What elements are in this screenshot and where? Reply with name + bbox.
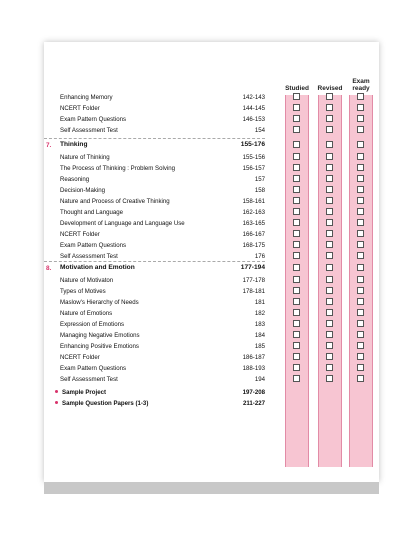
toc-row	[44, 103, 379, 114]
revised-checkbox[interactable]	[326, 115, 333, 122]
revised-checkbox[interactable]	[326, 276, 333, 283]
revised-checkbox[interactable]	[326, 298, 333, 305]
row-label: Nature of Emotions	[60, 310, 113, 317]
row-pages: 178-181	[242, 288, 265, 295]
row-pages: 168-175	[242, 242, 265, 249]
row-pages: 154	[254, 127, 265, 134]
studied-checkbox[interactable]	[293, 298, 300, 305]
exam-ready-checkbox[interactable]	[357, 287, 364, 294]
row-label: Managing Negative Emotions	[60, 332, 140, 339]
row-label: Nature of Motivaton	[60, 277, 114, 284]
row-label: Sample Project	[62, 389, 107, 396]
revised-checkbox[interactable]	[326, 175, 333, 182]
exam-ready-checkbox[interactable]	[357, 331, 364, 338]
row-label: Self Assessment Test	[60, 253, 118, 260]
row-pages: 194	[254, 376, 265, 383]
studied-checkbox[interactable]	[293, 104, 300, 111]
row-pages: 155-176	[240, 141, 265, 148]
revised-checkbox[interactable]	[326, 264, 333, 271]
toc-row	[44, 163, 379, 174]
toc-row	[44, 297, 379, 308]
exam-ready-header-line1: Exam	[352, 78, 370, 85]
exam-ready-checkbox[interactable]	[357, 309, 364, 316]
special-row	[44, 387, 379, 398]
row-label: Sample Question Papers (1-3)	[62, 400, 149, 407]
toc-row	[44, 196, 379, 207]
row-pages: 177-178	[242, 277, 265, 284]
studied-checkbox[interactable]	[293, 309, 300, 316]
row-label: Exam Pattern Questions	[60, 242, 127, 249]
row-label: Self Assessment Test	[60, 376, 118, 383]
row-pages: 183	[254, 321, 265, 328]
studied-checkbox[interactable]	[293, 126, 300, 133]
studied-checkbox[interactable]	[293, 186, 300, 193]
row-pages: 181	[254, 299, 265, 306]
exam-ready-checkbox[interactable]	[357, 298, 364, 305]
studied-header: Studied	[285, 85, 309, 92]
row-label: Exam Pattern Questions	[60, 116, 127, 123]
studied-checkbox[interactable]	[293, 276, 300, 283]
row-pages: 158-161	[242, 198, 265, 205]
exam-ready-checkbox[interactable]	[357, 353, 364, 360]
exam-ready-checkbox[interactable]	[357, 126, 364, 133]
row-pages: 186-187	[242, 354, 265, 361]
exam-ready-checkbox[interactable]	[357, 164, 364, 171]
toc-row	[44, 174, 379, 185]
row-pages: 166-167	[242, 231, 265, 238]
exam-ready-header-line2: ready	[352, 85, 370, 92]
revised-checkbox[interactable]	[326, 186, 333, 193]
revised-checkbox[interactable]	[326, 141, 333, 148]
studied-checkbox[interactable]	[293, 208, 300, 215]
exam-ready-checkbox[interactable]	[357, 264, 364, 271]
row-label: Motivation and Emotion	[60, 264, 135, 271]
studied-checkbox[interactable]	[293, 375, 300, 382]
toc-row	[44, 319, 379, 330]
exam-ready-checkbox[interactable]	[357, 197, 364, 204]
studied-checkbox[interactable]	[293, 197, 300, 204]
studied-checkbox[interactable]	[293, 264, 300, 271]
row-label: Maslow's Hierarchy of Needs	[60, 299, 139, 306]
row-pages: 144-145	[242, 105, 265, 112]
exam-ready-checkbox[interactable]	[357, 342, 364, 349]
exam-ready-checkbox[interactable]	[357, 175, 364, 182]
revised-checkbox[interactable]	[326, 219, 333, 226]
toc-row	[44, 125, 379, 136]
studied-checkbox[interactable]	[293, 320, 300, 327]
exam-ready-checkbox[interactable]	[357, 364, 364, 371]
toc-row	[44, 92, 379, 103]
toc-row	[44, 286, 379, 297]
row-pages: 156-157	[242, 165, 265, 172]
exam-ready-checkbox[interactable]	[357, 115, 364, 122]
row-pages: 185	[254, 343, 265, 350]
row-pages: 211-227	[242, 400, 265, 407]
row-label: Development of Language and Language Use	[60, 220, 185, 227]
studied-checkbox[interactable]	[293, 164, 300, 171]
chapter-row	[44, 140, 379, 151]
revised-checkbox[interactable]	[326, 364, 333, 371]
revised-header: Revised	[317, 85, 343, 92]
row-pages: 176	[254, 253, 265, 260]
bullet-icon	[55, 401, 58, 404]
row-label: Expression of Emotions	[60, 321, 125, 328]
special-row	[44, 398, 379, 409]
revised-checkbox[interactable]	[326, 93, 333, 100]
toc-row	[44, 240, 379, 251]
revised-checkbox[interactable]	[326, 331, 333, 338]
exam-ready-checkbox[interactable]	[357, 186, 364, 193]
studied-checkbox[interactable]	[293, 241, 300, 248]
revised-checkbox[interactable]	[326, 197, 333, 204]
row-label: The Process of Thinking : Problem Solving	[60, 165, 176, 172]
revised-checkbox[interactable]	[326, 104, 333, 111]
revised-checkbox[interactable]	[326, 309, 333, 316]
revised-checkbox[interactable]	[326, 342, 333, 349]
revised-checkbox[interactable]	[326, 353, 333, 360]
row-pages: 188-193	[242, 365, 265, 372]
exam-ready-checkbox[interactable]	[357, 141, 364, 148]
toc-row	[44, 229, 379, 240]
row-pages: 184	[254, 332, 265, 339]
studied-checkbox[interactable]	[293, 287, 300, 294]
row-label: Types of Motives	[60, 288, 106, 295]
revised-checkbox[interactable]	[326, 208, 333, 215]
row-label: Self Assessment Test	[60, 127, 118, 134]
studied-checkbox[interactable]	[293, 353, 300, 360]
row-pages: 146-153	[242, 116, 265, 123]
row-pages: 177-194	[240, 264, 265, 271]
row-pages: 182	[254, 310, 265, 317]
revised-checkbox[interactable]	[326, 230, 333, 237]
studied-checkbox[interactable]	[293, 153, 300, 160]
toc-row	[44, 275, 379, 286]
row-label: Nature and Process of Creative Thinking	[60, 198, 170, 205]
revised-checkbox[interactable]	[326, 126, 333, 133]
toc-row	[44, 218, 379, 229]
row-label: NCERT Folder	[60, 231, 100, 238]
row-label: Reasoning	[60, 176, 90, 183]
revised-checkbox[interactable]	[326, 320, 333, 327]
studied-checkbox[interactable]	[293, 364, 300, 371]
exam-ready-checkbox[interactable]	[357, 208, 364, 215]
row-label: Enhancing Memory	[60, 94, 113, 101]
row-label: Exam Pattern Questions	[60, 365, 127, 372]
row-pages: 142-143	[242, 94, 265, 101]
exam-ready-checkbox[interactable]	[357, 230, 364, 237]
studied-checkbox[interactable]	[293, 331, 300, 338]
row-label: NCERT Folder	[60, 354, 100, 361]
exam-ready-checkbox[interactable]	[357, 375, 364, 382]
exam-ready-checkbox[interactable]	[357, 93, 364, 100]
row-pages: 157	[254, 176, 265, 183]
bullet-icon	[55, 390, 58, 393]
toc-row	[44, 363, 379, 374]
exam-ready-checkbox[interactable]	[357, 219, 364, 226]
toc-row	[44, 114, 379, 125]
exam-ready-checkbox[interactable]	[357, 276, 364, 283]
exam-ready-checkbox[interactable]	[357, 104, 364, 111]
studied-checkbox[interactable]	[293, 252, 300, 259]
studied-checkbox[interactable]	[293, 230, 300, 237]
toc-row	[44, 207, 379, 218]
revised-checkbox[interactable]	[326, 252, 333, 259]
row-pages: 197-208	[242, 389, 265, 396]
revised-checkbox[interactable]	[326, 375, 333, 382]
exam-ready-checkbox[interactable]	[357, 153, 364, 160]
toc-row	[44, 308, 379, 319]
toc-row	[44, 152, 379, 163]
exam-ready-checkbox[interactable]	[357, 252, 364, 259]
row-label: Nature of Thinking	[60, 154, 110, 161]
toc-row	[44, 330, 379, 341]
toc-row	[44, 341, 379, 352]
row-label: Enhancing Positive Emotions	[60, 343, 139, 350]
studied-checkbox[interactable]	[293, 219, 300, 226]
toc-row	[44, 352, 379, 363]
chapter-divider	[44, 138, 265, 139]
row-pages: 158	[254, 187, 265, 194]
revised-checkbox[interactable]	[326, 287, 333, 294]
page-bottom-bar	[44, 482, 379, 494]
revised-checkbox[interactable]	[326, 153, 333, 160]
toc-page	[44, 42, 379, 482]
exam-ready-checkbox[interactable]	[357, 241, 364, 248]
row-pages: 163-165	[242, 220, 265, 227]
exam-ready-header	[341, 78, 381, 92]
studied-checkbox[interactable]	[293, 175, 300, 182]
studied-checkbox[interactable]	[293, 115, 300, 122]
chapter-divider	[44, 261, 265, 262]
row-label: Thinking	[60, 141, 88, 148]
row-pages: 162-163	[242, 209, 265, 216]
toc-row	[44, 374, 379, 385]
chapter-number: 8.	[46, 265, 52, 272]
chapter-row	[44, 263, 379, 274]
revised-checkbox[interactable]	[326, 164, 333, 171]
row-label: Thought and Language	[60, 209, 124, 216]
chapter-number: 7.	[46, 142, 52, 149]
revised-checkbox[interactable]	[326, 241, 333, 248]
studied-checkbox[interactable]	[293, 141, 300, 148]
studied-checkbox[interactable]	[293, 93, 300, 100]
row-label: NCERT Folder	[60, 105, 100, 112]
row-label: Decision-Making	[60, 187, 106, 194]
studied-checkbox[interactable]	[293, 342, 300, 349]
exam-ready-checkbox[interactable]	[357, 320, 364, 327]
toc-row	[44, 185, 379, 196]
row-pages: 155-156	[242, 154, 265, 161]
